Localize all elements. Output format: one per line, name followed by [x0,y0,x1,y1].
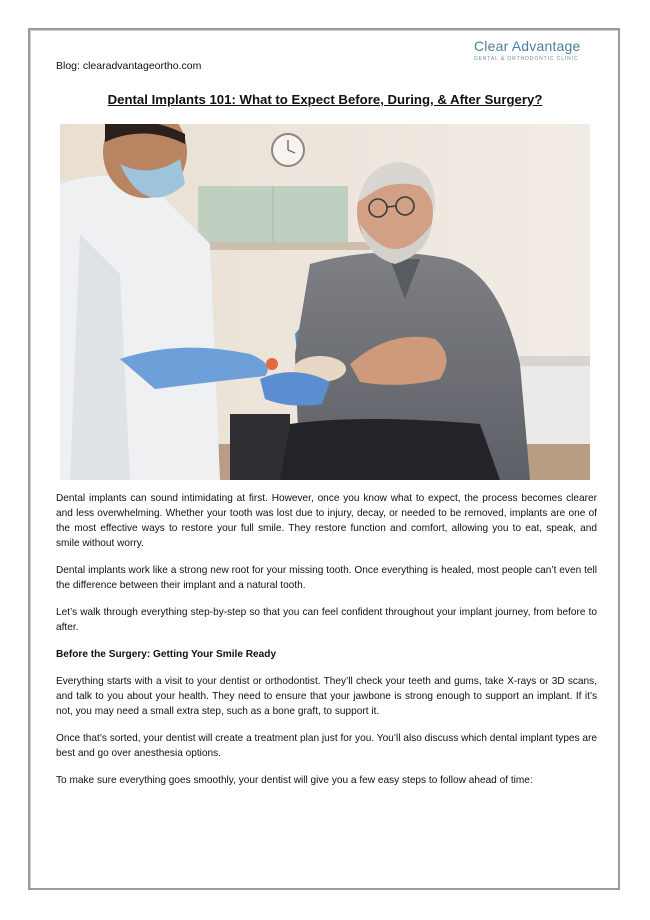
logo-tagline: DENTAL & ORTHODONTIC CLINIC [474,56,579,62]
page-title: Dental Implants 101: What to Expect Before, During, & After Surgery? [107,92,543,107]
paragraph-treatment-plan: Once that’s sorted, your dentist will create a treatment plan just for you. You’ll also discuss which dental implant types are best and go over anesthesia options. [56,733,597,759]
article-body [56,491,597,800]
blog-url-line: Blog: clearadvantageortho.com [56,60,202,72]
section-heading-before-surgery: Before the Surgery: Getting Your Smile Ready [56,649,277,660]
dentist-patient-photo [60,124,590,480]
paragraph-first-visit: Everything starts with a visit to your dentist or orthodontist. They’ll check your teeth and gums, take X-rays or 3D scans, and talk to you about your health. They need to ensure that your jawbone is strong enough to support an implant. If it’s not, you may need a small extra step, such as a bone graft, to support it. [56,676,597,717]
paragraph-easy-steps: To make sure everything goes smoothly, your dentist will give you a few easy steps to follow ahead of time: [56,775,533,786]
paragraph-root-analogy: Dental implants work like a strong new root for your missing tooth. Once everything is healed, most people can’t even tell the difference between their implant and a natural tooth. [56,565,597,591]
paragraph-walkthrough: Let’s walk through everything step-by-step so that you can feel confident throughout your implant journey, from before to after. [56,607,597,633]
clinic-logo [474,38,604,62]
intro-paragraph: Dental implants can sound intimidating at first. However, once you know what to expect, the process becomes clearer and less overwhelming. Whether your tooth was lost due to injury, decay, or needed to be removed, implants are one of the most effective ways to restore your full smile. They restore function and comfort, allowing you to eat, speak, and smile without worry. [56,493,597,549]
logo-name: Clear Advantage [474,38,581,54]
